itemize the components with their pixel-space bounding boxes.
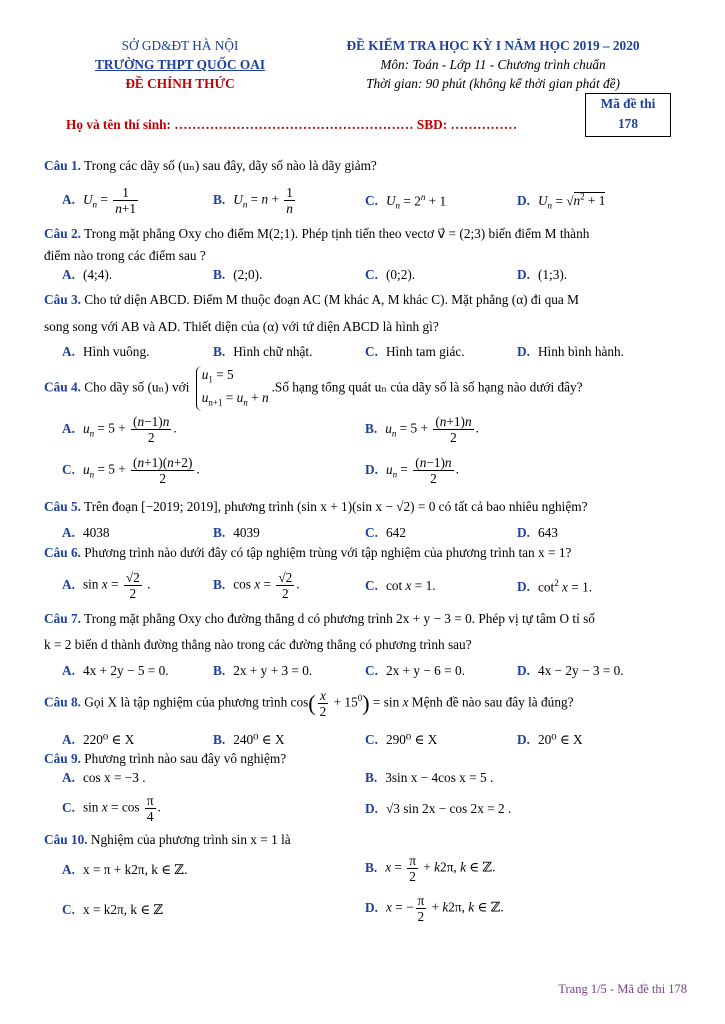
q5-option-d-text: 643 xyxy=(537,525,558,540)
q3-option-a-text: Hình vuông. xyxy=(82,344,150,359)
question-8-text-post: Mệnh đề nào sau đây là đúng? xyxy=(411,694,574,710)
question-6 xyxy=(44,545,571,561)
dept-name: SỞ GD&ĐT HÀ NỘI xyxy=(121,38,239,53)
q5-option-c[interactable]: C. 642 xyxy=(365,525,406,540)
question-2 xyxy=(44,226,589,242)
q3-option-b[interactable]: B. Hình chữ nhật. xyxy=(213,344,313,359)
q8-option-b-text: 240⁰ ∈ X xyxy=(233,732,285,747)
question-3-label: Câu 3. xyxy=(44,292,81,307)
question-2-label: Câu 2. xyxy=(44,226,81,241)
q5-option-d[interactable]: D. 643 xyxy=(517,525,558,540)
question-7-text: Trong mặt phẳng Oxy cho đường thẳng d có phương trình 2x + y − 3 = 0. Phép vị tự tâm O tỉ số xyxy=(84,611,595,626)
question-2-line2: điểm nào trong các điểm sau ? xyxy=(44,248,206,263)
exam-code-box xyxy=(585,93,671,137)
question-7-line2: k = 2 biến d thành đường thẳng nào trong các đường thẳng có phương trình sau? xyxy=(44,637,472,652)
q10-option-b[interactable]: B. x = $\frac{\pi}{2}$ + k2π, k ∈ ℤ. xyxy=(365,853,496,884)
exam-code-label: Mã đề thi xyxy=(600,96,656,111)
q9-option-d[interactable]: D. √3 sin 2x − cos 2x = 2 . xyxy=(365,801,512,816)
q4-option-d[interactable]: D. $u_n$ = $\frac{(n-1)n}{2}$ . xyxy=(365,455,459,486)
question-4-label: Câu 4. xyxy=(44,379,81,395)
question-3 xyxy=(44,292,579,308)
q9-option-b-text: 3sin x − 4cos x = 5 . xyxy=(385,770,494,785)
q8-option-d[interactable]: D. 20⁰ ∈ X xyxy=(517,732,583,747)
question-2-text: Trong mặt phẳng Oxy cho điểm M(2;1). Phép tịnh tiến theo vectơ v⃗ = (2;3) biến điểm M thành xyxy=(84,226,590,241)
q4-option-c[interactable]: C. $u_n = 5$ + $\frac{(n+1)(n+2)}{2}$ . xyxy=(62,455,200,486)
question-3-line2: song song với AB và AD. Thiết diện của (α) với tứ diện ABCD là hình gì? xyxy=(44,319,439,334)
q7-option-c[interactable]: C. 2x + y − 6 = 0. xyxy=(365,663,465,678)
exam-title: ĐỀ KIỂM TRA HỌC KỲ I NĂM HỌC 2019 – 2020 xyxy=(346,38,640,53)
q2-option-c[interactable]: C. (0;2). xyxy=(365,267,416,282)
q10-option-a[interactable]: A. x = π + k2π, k ∈ ℤ. xyxy=(62,862,188,877)
q7-option-b-text: 2x + y + 3 = 0. xyxy=(233,663,313,678)
q4-recurrence-system: $u_1 = 5$ $u_{n+1} = u_n + n$ xyxy=(196,366,269,411)
question-8-text-pre: Gọi X là tập nghiệm của phương trình xyxy=(84,694,288,710)
q3-option-c-text: Hình tam giác. xyxy=(385,344,465,359)
q1-option-a-key: A. xyxy=(62,191,75,207)
q7-option-a[interactable]: A. 4x + 2y − 5 = 0. xyxy=(62,663,169,678)
q5-option-a-text: 4038 xyxy=(82,525,110,540)
question-9-text: Phương trình nào sau đây vô nghiệm? xyxy=(84,751,287,766)
student-info-line: Họ và tên thí sinh: ……………………………………………… SBD: …………… xyxy=(66,117,518,132)
q10-option-a-text: x = π + k2π, k ∈ ℤ. xyxy=(82,862,188,877)
q2-option-c-text: (0;2). xyxy=(385,267,416,282)
q3-option-d[interactable]: D. Hình bình hành. xyxy=(517,344,624,359)
q1-option-d[interactable]: D. $U_n = √n^2 + 1$ xyxy=(517,192,606,212)
q3-option-d-text: Hình bình hành. xyxy=(537,344,624,359)
q2-option-d[interactable]: D. (1;3). xyxy=(517,267,568,282)
q6-option-d[interactable]: D. $\cot^2 x = 1$. xyxy=(517,578,593,595)
exam-code: 178 xyxy=(618,116,638,131)
q7-option-b[interactable]: B. 2x + y + 3 = 0. xyxy=(213,663,313,678)
q1-option-c[interactable]: C. $U_n = 2^n + 1$ xyxy=(365,192,447,212)
page-footer: Trang 1/5 - Mã đề thi 178 xyxy=(558,982,687,996)
q2-option-b-text: (2;0). xyxy=(233,267,263,282)
question-4-text-post: .Số hạng tổng quát uₙ của dãy số là số hạng nào dưới đây? xyxy=(271,379,583,395)
question-3-text: Cho tứ diện ABCD. Điểm M thuộc đoạn AC (M khác A, M khác C). Mặt phẳng (α) đi qua M xyxy=(84,292,579,307)
q6-option-b[interactable]: B. cos x = $\frac{√2}{2}$ . xyxy=(213,570,300,601)
question-10-label: Câu 10. xyxy=(44,832,88,847)
q10-option-d[interactable]: D. x = − $\frac{\pi}{2}$ + k2π, k ∈ ℤ. xyxy=(365,893,504,924)
question-1-label: Câu 1. xyxy=(44,158,81,173)
q7-option-a-text: 4x + 2y − 5 = 0. xyxy=(82,663,169,678)
exam-time: Thời gian: 90 phút (không kể thời gian phát đề) xyxy=(366,76,620,91)
q8-option-a-text: 220⁰ ∈ X xyxy=(82,732,135,747)
exam-subject: Môn: Toán - Lớp 11 - Chương trình chuẩn xyxy=(380,57,606,72)
question-1-text: Trong các dãy số (uₙ) sau đây, dãy số nào là dãy giảm? xyxy=(84,158,377,173)
question-6-text: Phương trình nào dưới đây có tập nghiệm trùng với tập nghiệm của phương trình tan x = 1? xyxy=(84,545,572,560)
question-10-text: Nghiệm của phương trình sin x = 1 là xyxy=(90,832,291,847)
q1-option-c-key: C. xyxy=(365,193,378,209)
school-name: TRƯỜNG THPT QUỐC OAI xyxy=(94,57,266,72)
q1-option-d-key: D. xyxy=(517,193,530,209)
q10-option-c-text: x = k2π, k ∈ ℤ xyxy=(82,902,164,917)
q9-option-a-text: cos x = −3 . xyxy=(82,770,146,785)
q3-option-a[interactable]: A. Hình vuông. xyxy=(62,344,150,359)
question-4 xyxy=(44,366,583,411)
q8-option-b[interactable]: B. 240⁰ ∈ X xyxy=(213,732,285,747)
q8-option-c[interactable]: C. 290⁰ ∈ X xyxy=(365,732,438,747)
q8-option-c-text: 290⁰ ∈ X xyxy=(385,732,438,747)
q5-option-b[interactable]: B. 4039 xyxy=(213,525,260,540)
q6-option-a[interactable]: A. sin x = $\frac{√2}{2}$ . xyxy=(62,570,151,601)
q5-option-a[interactable]: A. 4038 xyxy=(62,525,110,540)
q2-option-a[interactable]: A. (4;4). xyxy=(62,267,113,282)
question-8-label: Câu 8. xyxy=(44,694,81,710)
question-1 xyxy=(44,158,377,174)
q1-option-b-key: B. xyxy=(213,191,226,207)
question-9 xyxy=(44,751,286,767)
q3-option-b-text: Hình chữ nhật. xyxy=(233,344,313,359)
question-10 xyxy=(44,832,291,848)
q2-option-a-text: (4;4). xyxy=(82,267,113,282)
header-right xyxy=(318,36,668,93)
q6-option-c[interactable]: C. cot x = 1. xyxy=(365,578,436,593)
q2-option-b[interactable]: B. (2;0). xyxy=(213,267,263,282)
question-4-text-pre: Cho dãy số (uₙ) với xyxy=(84,379,190,395)
q4-option-b[interactable]: B. $u_n = 5$ + $\frac{(n+1)n}{2}$ . xyxy=(365,414,479,445)
q5-option-b-text: 4039 xyxy=(233,525,260,540)
q9-option-b[interactable]: B. 3sin x − 4cos x = 5 . xyxy=(365,770,494,785)
q10-option-c[interactable]: C. x = k2π, k ∈ ℤ xyxy=(62,902,164,917)
official-label: ĐỀ CHÍNH THỨC xyxy=(125,76,235,91)
q7-option-c-text: 2x + y − 6 = 0. xyxy=(385,663,465,678)
q7-option-d-text: 4x − 2y − 3 = 0. xyxy=(537,663,624,678)
question-5-text: Trên đoạn [−2019; 2019], phương trình (sin x + 1)(sin x − √2) = 0 có tất cả bao nhiêu nghiệm? xyxy=(84,499,588,514)
q7-option-d[interactable]: D. 4x − 2y − 3 = 0. xyxy=(517,663,624,678)
question-9-label: Câu 9. xyxy=(44,751,81,766)
header-left xyxy=(70,36,290,93)
question-7 xyxy=(44,611,595,627)
q5-option-c-text: 642 xyxy=(385,525,406,540)
question-8: Câu 8. Gọi X là tập nghiệm của phương trình cos( $\frac{x}{2}$ + $15^0) = \sin x$ Mệnh đề nào sau đây là đúng? xyxy=(44,688,574,719)
q8-option-a[interactable]: A. 220⁰ ∈ X xyxy=(62,732,135,747)
q2-option-d-text: (1;3). xyxy=(537,267,568,282)
question-5-label: Câu 5. xyxy=(44,499,81,514)
q8-option-d-text: 20⁰ ∈ X xyxy=(537,732,583,747)
q9-option-d-text: √3 sin 2x − cos 2x = 2 . xyxy=(385,801,512,816)
question-7-label: Câu 7. xyxy=(44,611,81,626)
question-5 xyxy=(44,499,587,515)
q9-option-c[interactable]: C. sin x = cos $\frac{\pi}{4}$ . xyxy=(62,793,161,824)
q4-option-a[interactable]: A. $u_n = 5$ + $\frac{(n-1)n}{2}$ . xyxy=(62,414,177,445)
q3-option-c[interactable]: C. Hình tam giác. xyxy=(365,344,465,359)
question-6-label: Câu 6. xyxy=(44,545,81,560)
q9-option-a[interactable]: A. cos x = −3 . xyxy=(62,770,146,785)
q1-option-a[interactable]: A. $U_n$ = $\frac{1}{n+1}$ xyxy=(62,185,137,216)
q1-option-b[interactable]: B. $U_n = n$ + $\frac{1}{n}$ xyxy=(213,185,293,216)
